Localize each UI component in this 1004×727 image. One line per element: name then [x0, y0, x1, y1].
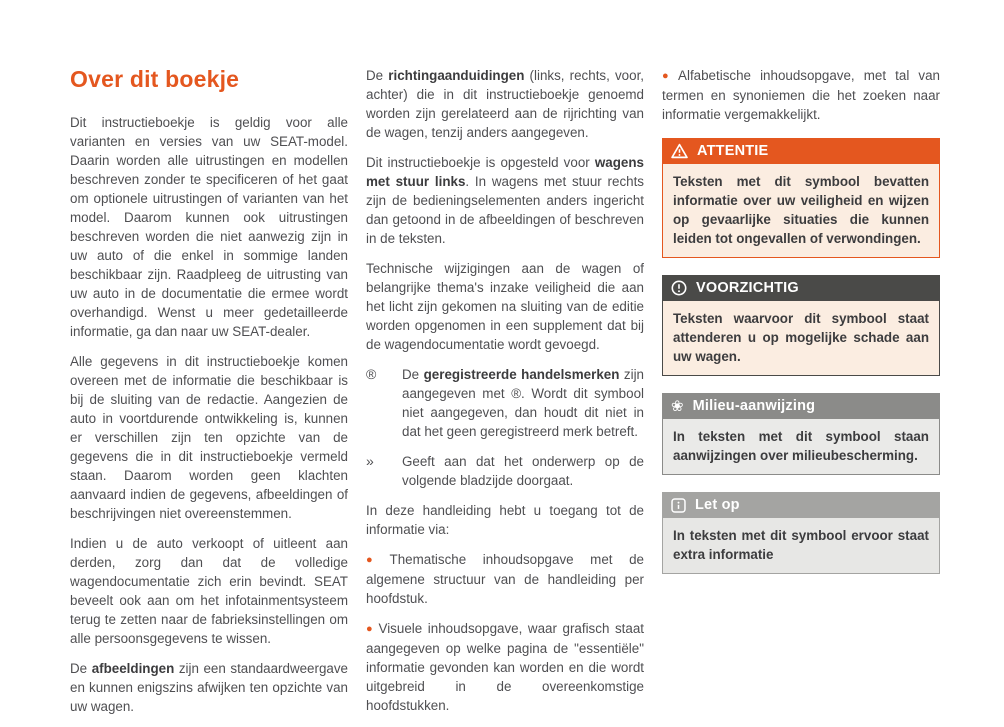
- paragraph: De afbeeldingen zijn een standaardweergave en kunnen enigszins afwijken ten opzichte van uw wagen.: [70, 661, 349, 714]
- paragraph: Technische wijzigingen aan de wagen of belangrijke thema's inzake veiligheid die aan het licht zijn gekomen na sluiting van de editie worden opgenomen in een supplement dat bij de wagendocumentatie wordt gevoegd.: [366, 261, 644, 352]
- note-title: ATTENTIE: [697, 143, 769, 159]
- paragraph: De richtingaanduidingen (links, rechts, voor, achter) die in dit instructieboekje genoemd worden zijn gerelateerd aan de rijrichting van de wagen, tenzij anders aangegeven.: [366, 68, 645, 140]
- column-left: [70, 66, 348, 727]
- note-header: [662, 138, 940, 164]
- info-note-box: [662, 492, 940, 574]
- bullet-item: [366, 550, 644, 608]
- paragraph: Dit instructieboekje is opgesteld voor wagens met stuur links. In wagens met stuur rechts zijn de bedieningselementen anders ingericht dan getoond in de afbeeldingen of beschreven in de teksten.: [366, 155, 644, 246]
- note-header: [662, 393, 940, 419]
- bullet-item: [662, 66, 940, 124]
- note-text: In teksten met dit symbool ervoor staat extra informatie: [673, 528, 929, 562]
- symbol-list-item: [366, 452, 644, 490]
- note-text: Teksten waarvoor dit symbool staat attenderen u op mogelijke schade aan uw wagen.: [673, 311, 929, 364]
- note-text: Teksten met dit symbool bevatten informatie over uw veiligheid en wijzen op gevaarlijke situaties die kunnen leiden tot ongevallen of verwondingen.: [673, 174, 929, 246]
- note-body: [662, 301, 940, 376]
- note-title: VOORZICHTIG: [696, 280, 799, 296]
- note-title: Let op: [695, 497, 740, 513]
- note-body: [662, 518, 940, 574]
- attention-note-box: [662, 138, 940, 258]
- info-square-icon: [671, 498, 686, 513]
- warning-triangle-icon: [671, 143, 688, 159]
- paragraph: Indien u de auto verkoopt of uitleent aan derden, zorg dan dat de volledige wagendocumentatie zich erin bevindt. SEAT beveelt ook aan om het infotainmentsysteem terug te zetten naar de fabrieksinstellingen om alle persoonsgegevens te wissen.: [70, 536, 348, 646]
- note-header: [662, 275, 940, 301]
- bullet-text: Visuele inhoudsopgave, waar grafisch staat aangegeven op welke pagina de "essentiële" informatie gevonden kan worden en die wordt uitgebreid in de overeenkomstige hoofdstukken.: [366, 621, 644, 713]
- note-text: In teksten met dit symbool staan aanwijzingen over milieubescherming.: [673, 429, 929, 463]
- exclamation-circle-icon: [671, 280, 687, 296]
- column-middle: [366, 66, 644, 727]
- caution-note-box: [662, 275, 940, 376]
- symbol-item-text: Geeft aan dat het onderwerp op de volgende bladzijde doorgaat.: [402, 454, 644, 488]
- symbol-list-item: [366, 365, 644, 441]
- bullet-icon: ●: [662, 70, 675, 82]
- bullet-item: [366, 619, 644, 715]
- paragraph: Alle gegevens in dit instructieboekje komen overeen met de informatie die beschikbaar is bij de sluiting van de redactie. Aangezien de auto in voortdurende ontwikkeling is, kunnen er verschillen zijn ten opzichte van de gegevens die in dit instructieboekje vermeld staan. Daarom worden geen klachten aanvaard indien de gegevens, afbeeldingen of beschrijvingen niet overeenstemmen.: [70, 354, 348, 521]
- continues-next-page-symbol: »: [366, 453, 373, 469]
- environment-note-box: [662, 393, 940, 475]
- note-body: [662, 419, 940, 475]
- note-header: [662, 492, 940, 518]
- bullet-text: Alfabetische inhoudsopgave, met tal van termen en synoniemen die het zoeken naar informatie vergemakkelijkt.: [662, 68, 940, 122]
- symbol-item-text: De geregistreerde handelsmerken zijn aangegeven met ®. Wordt dit symbool niet aangegeven, dan houdt dit niet in dat het geen geregistreerd merk betreft.: [402, 367, 644, 439]
- note-title: Milieu-aanwijzing: [692, 398, 816, 414]
- note-body: [662, 164, 940, 258]
- flower-icon: ❀: [671, 397, 684, 415]
- bullet-icon: ●: [366, 623, 375, 635]
- paragraph: Dit instructieboekje is geldig voor alle varianten en versies van uw SEAT-model. Daarin worden alle uitrustingen en modellen beschreven zonder te specificeren of het gaat om optionele uitrustingen of varianten van het model. Daarom kunnen ook uitrustingen beschreven worden die niet aanwezig zijn in uw auto of die enkel in sommige landen beschikbaar zijn. Raadpleeg de uitrusting van uw auto in de documentatie die ermee wordt overhandigd. Wenst u meer gedetailleerde informatie, ga dan naar uw SEAT-dealer.: [70, 115, 348, 339]
- paragraph: In deze handleiding hebt u toegang tot de informatie via:: [366, 503, 644, 537]
- bullet-icon: ●: [366, 554, 386, 566]
- bullet-text: Thematische inhoudsopgave met de algemene structuur van de handleiding per hoofdstuk.: [366, 552, 644, 606]
- column-right: [662, 66, 940, 727]
- registered-trademark-symbol: ®: [366, 366, 376, 382]
- page-title: Over dit boekje: [70, 66, 240, 92]
